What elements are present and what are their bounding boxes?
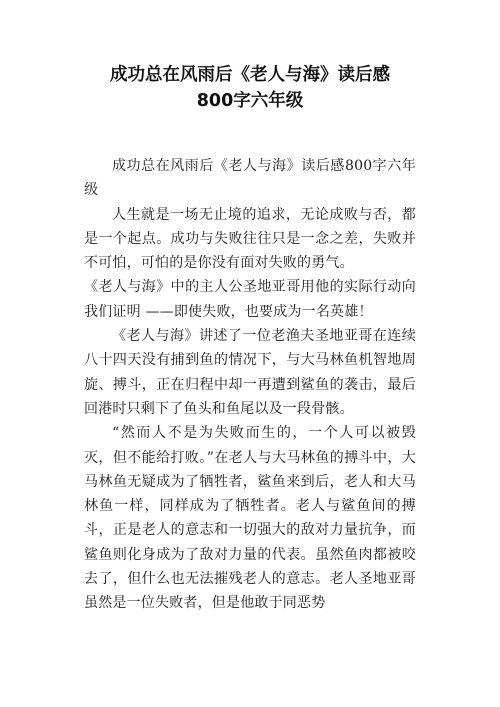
paragraph-2: 人生就是一场无止境的追求，无论成败与否，都是一个起点。成功与失败往往只是一念之差，失败并不可怕，可怕的是你没有面对失败的勇气。 (84, 206, 416, 272)
document-body (84, 154, 416, 616)
title-line-1: 成功总在风雨后《老人与海》读后感 (110, 65, 390, 85)
document-title (84, 62, 416, 114)
paragraph-5: “然而人不是为失败而生的，一个人可以被毁灭，但不能给打败。”在老人与大马林鱼的搏斗中，大马林鱼无疑成为了牺牲者，鲨鱼来到后，老人和大马林鱼一样，同样成为了牺牲者。老人与鲨鱼间的搏斗，正是老人的意志和一切强大的敌对力量抗争，而鲨鱼则化身成为了敌对力量的代表。虽然鱼肉都被咬去了，但什么也无法摧残老人的意志。老人圣地亚哥虽然是一位失败者，但是他敢于同恶势 (84, 425, 416, 612)
title-line-2: 800字六年级 (196, 91, 304, 111)
paragraph-3: 《老人与海》中的主人公圣地亚哥用他的实际行动向我们证明 ——即使失败，也要成为一名英雄！ (84, 279, 416, 320)
paragraph-1: 成功总在风雨后《老人与海》读后感800字六年级 (84, 158, 416, 199)
paragraph-4: 《老人与海》讲述了一位老渔夫圣地亚哥在连续八十四天没有捕到鱼的情况下，与大马林鱼机智地周旋、搏斗，正在归程中却一再遭到鲨鱼的袭击，最后回港时只剩下了鱼头和鱼尾以及一段骨骸。 (84, 328, 416, 417)
